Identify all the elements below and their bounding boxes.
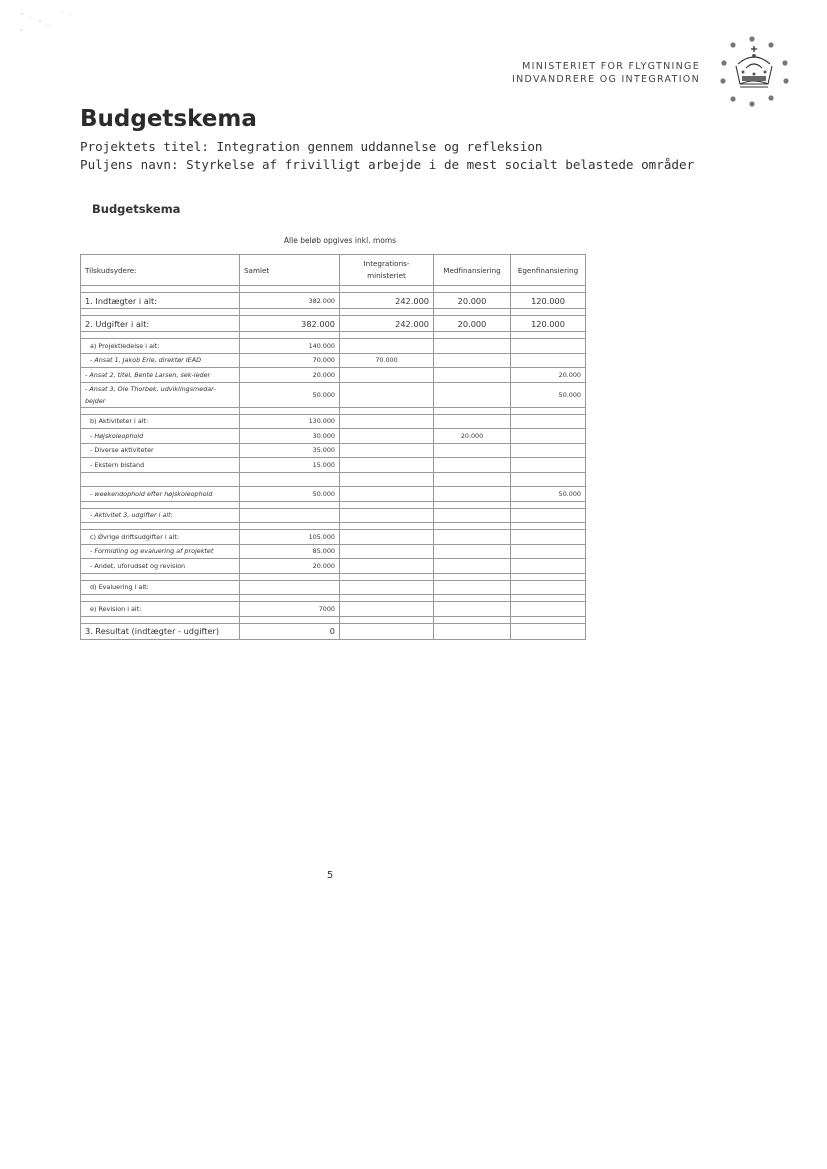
table-row-revision xyxy=(81,602,586,617)
row-label: - Aktivitet 3, udgifter i alt: xyxy=(81,508,240,523)
row-label: b) Aktiviteter i alt: xyxy=(81,414,240,429)
cell-samlet: 382.000 xyxy=(240,316,340,332)
row-label: c) Øvrige driftsudgifter i alt: xyxy=(81,530,240,545)
cell-samlet: 70.000 xyxy=(240,353,340,368)
row-label: - Andet, uforudset og revision xyxy=(81,559,240,574)
table-row-ekstern xyxy=(81,458,586,473)
table-row-ansat-1 xyxy=(81,353,586,368)
cell-samlet: 35.000 xyxy=(240,443,340,458)
crown-emblem-icon xyxy=(716,34,796,112)
table-row-hojskoleophold xyxy=(81,429,586,444)
cell-samlet: 50.000 xyxy=(240,487,340,502)
cell-samlet: 105.000 xyxy=(240,530,340,545)
header-ministeriet-line-1: Integrations- xyxy=(363,259,410,268)
row-label: - Diverse aktiviteter xyxy=(81,443,240,458)
project-title: Projektets titel: Integration gennem uddannelse og refleksion xyxy=(80,139,543,154)
pool-name: Puljens navn: Styrkelse af frivilligt arbejde i de mest socialt belastede områder xyxy=(80,157,695,172)
table-row-weekendophold xyxy=(81,487,586,502)
cell-ministeriet: 242.000 xyxy=(340,293,434,309)
row-label: e) Revision i alt: xyxy=(81,602,240,617)
row-label: - Ansat 1, Jakob Erle, direktør IEAD xyxy=(81,353,240,368)
table-header-row xyxy=(81,255,586,286)
cell-ministeriet: 242.000 xyxy=(340,316,434,332)
header-label: Tilskudsydere: xyxy=(81,255,240,286)
header-ministeriet-line-2: ministeriet xyxy=(367,271,406,280)
cell-samlet: 130.000 xyxy=(240,414,340,429)
ministry-line-1: MINISTERIET FOR FLYGTNINGE xyxy=(522,61,700,72)
header-medfinansiering: Medfinansiering xyxy=(434,255,511,286)
table-row-diverse xyxy=(81,443,586,458)
cell-samlet: 30.000 xyxy=(240,429,340,444)
header-ministeriet xyxy=(340,255,434,286)
table-row-aktivitet-3 xyxy=(81,508,586,523)
cell-samlet: 0 xyxy=(240,623,340,639)
cell-medfinansiering: 20.000 xyxy=(434,316,511,332)
row-label: 2. Udgifter i alt: xyxy=(81,316,240,332)
cell-egenfinansiering: 50.000 xyxy=(511,487,586,502)
row-label: 1. Indtægter i alt: xyxy=(81,293,240,309)
row-label: a) Projektledelse i alt: xyxy=(81,339,240,354)
ministry-name xyxy=(512,60,700,86)
document-title: Budgetskema xyxy=(80,106,257,132)
cell-samlet: 140.000 xyxy=(240,339,340,354)
cell-egenfinansiering: 120.000 xyxy=(511,316,586,332)
cell-egenfinansiering: 120.000 xyxy=(511,293,586,309)
table-row-indtaegter xyxy=(81,293,586,309)
cell-samlet: 7000 xyxy=(240,602,340,617)
row-label: 3. Resultat (indtægter - udgifter) xyxy=(81,623,240,639)
scan-specks xyxy=(18,8,78,38)
cell-samlet: 20.000 xyxy=(240,559,340,574)
cell-ministeriet: 70.000 xyxy=(340,353,434,368)
table-row-ovrige xyxy=(81,530,586,545)
table-row-ansat-2 xyxy=(81,368,586,383)
row-label: d) Evaluering i alt: xyxy=(81,580,240,595)
cell-samlet: 50.000 xyxy=(240,382,340,407)
table-row-formidling xyxy=(81,544,586,559)
table-row-aktiviteter xyxy=(81,414,586,429)
cell-samlet: 20.000 xyxy=(240,368,340,383)
section-title: Budgetskema xyxy=(92,202,181,216)
row-label: - Ekstern bistand xyxy=(81,458,240,473)
row-label: - Ansat 2, titel, Bente Larsen, sek-leder xyxy=(81,368,240,383)
amount-note: Alle beløb opgives inkl. moms xyxy=(283,236,397,245)
table-row-ansat-3 xyxy=(81,382,586,407)
cell-medfinansiering: 20.000 xyxy=(434,429,511,444)
cell-medfinansiering: 20.000 xyxy=(434,293,511,309)
row-label: - Ansat 3, Ole Thorbek, udviklingsmedar-bejder xyxy=(81,382,240,407)
table-row-andet xyxy=(81,559,586,574)
cell-samlet: 15.000 xyxy=(240,458,340,473)
ministry-line-2: INDVANDRERE OG INTEGRATION xyxy=(512,74,700,85)
cell-samlet: 85.000 xyxy=(240,544,340,559)
header-egenfinansiering: Egenfinansiering xyxy=(511,255,586,286)
row-label: - weekendophold efter højskoleophold xyxy=(81,487,240,502)
budget-table xyxy=(80,254,586,640)
row-label: - Højskoleophold xyxy=(81,429,240,444)
table-row-projektledelse xyxy=(81,339,586,354)
cell-samlet: 382.000 xyxy=(240,293,340,309)
row-label: - Formidling og evaluering af projektet xyxy=(81,544,240,559)
page-number: 5 xyxy=(326,870,334,881)
cell-egenfinansiering: 20.000 xyxy=(511,368,586,383)
table-row-evaluering xyxy=(81,580,586,595)
header-samlet: Samlet xyxy=(240,255,340,286)
cell-egenfinansiering: 50.000 xyxy=(511,382,586,407)
table-row-udgifter xyxy=(81,316,586,332)
table-row-resultat xyxy=(81,623,586,639)
